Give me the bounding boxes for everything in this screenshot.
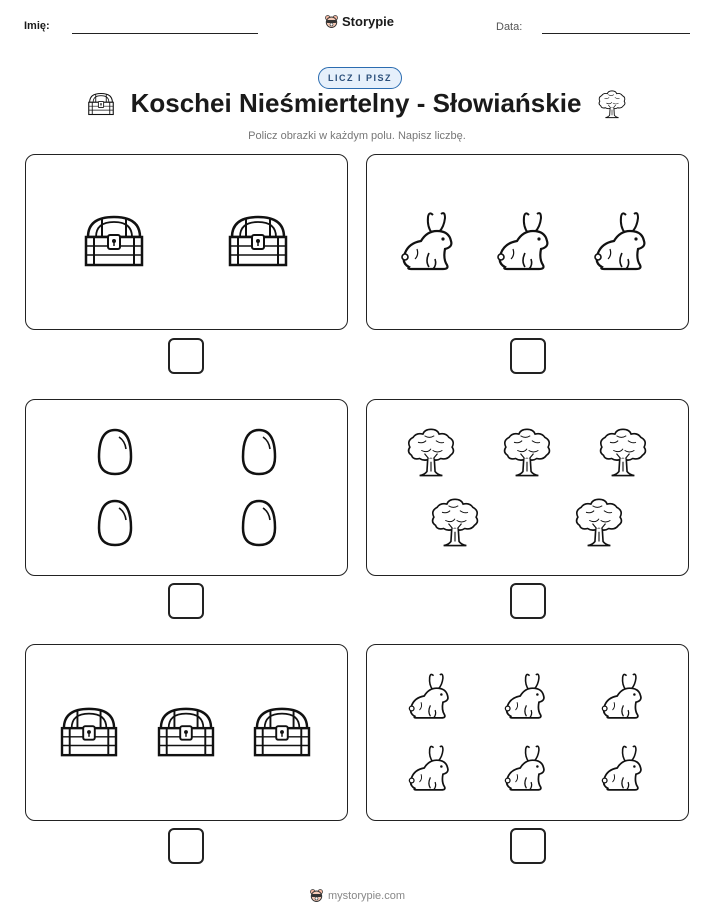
- name-write-line[interactable]: [72, 33, 258, 34]
- page-title: Koschei Nieśmiertelny - Słowiańskie: [130, 88, 582, 118]
- chest-icon: [226, 213, 290, 269]
- answer-box-2[interactable]: [510, 338, 546, 374]
- rabbit-icon: [495, 209, 559, 273]
- chest-icon: [251, 705, 313, 759]
- rabbit-icon: [503, 671, 553, 721]
- tree-icon: [597, 89, 627, 119]
- bear-icon: [309, 888, 324, 903]
- count-panel-5: [25, 644, 348, 821]
- tree-icon: [597, 426, 649, 478]
- rabbit-icon: [592, 209, 656, 273]
- instructions: Policz obrazki w każdym polu. Napisz liczbę.: [248, 130, 466, 142]
- chest-icon: [82, 213, 146, 269]
- tree-icon: [573, 496, 625, 548]
- chest-icon: [155, 705, 217, 759]
- answer-box-3[interactable]: [168, 583, 204, 619]
- egg-icon: [95, 498, 135, 548]
- tree-icon: [405, 426, 457, 478]
- page-title-row: [0, 88, 714, 119]
- activity-badge: LICZ I PISZ: [318, 67, 402, 89]
- rabbit-icon: [407, 743, 457, 793]
- brand-name: Storypie: [342, 14, 395, 29]
- chest-icon: [87, 91, 115, 117]
- rabbit-icon: [503, 743, 553, 793]
- count-panel-1: [25, 154, 348, 330]
- date-label: Data:: [496, 21, 523, 33]
- tree-icon: [429, 496, 481, 548]
- footer: [0, 888, 714, 903]
- chest-icon: [58, 705, 120, 759]
- egg-icon: [239, 427, 279, 477]
- rabbit-icon: [407, 671, 457, 721]
- answer-box-1[interactable]: [168, 338, 204, 374]
- bear-icon: [324, 14, 339, 29]
- count-panel-6: [366, 644, 689, 821]
- rabbit-icon: [399, 209, 463, 273]
- answer-box-4[interactable]: [510, 583, 546, 619]
- footer-url[interactable]: mystorypie.com: [327, 889, 406, 902]
- name-label: Imię:: [24, 20, 50, 32]
- rabbit-icon: [600, 743, 650, 793]
- answer-box-6[interactable]: [510, 828, 546, 864]
- count-panel-2: [366, 154, 689, 330]
- date-write-line[interactable]: [542, 33, 690, 34]
- rabbit-icon: [600, 671, 650, 721]
- brand-logo: [324, 14, 394, 29]
- tree-icon: [501, 426, 553, 478]
- count-panel-3: [25, 399, 348, 576]
- count-panel-4: [366, 399, 689, 576]
- egg-icon: [239, 498, 279, 548]
- egg-icon: [95, 427, 135, 477]
- answer-box-5[interactable]: [168, 828, 204, 864]
